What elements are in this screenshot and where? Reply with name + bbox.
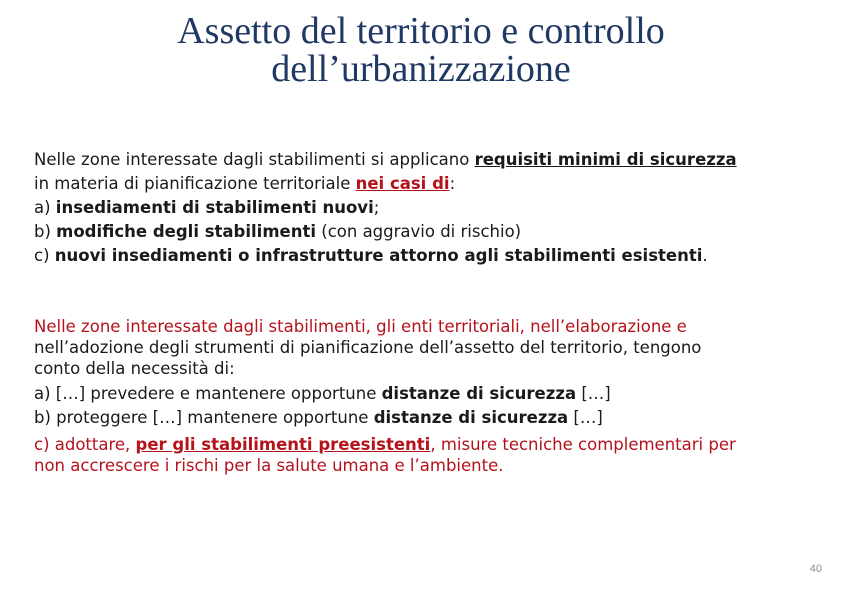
p2-intro-line-2: nell’adozione degli strumenti di pianificazione dell’assetto del territorio, tengono [34, 338, 702, 357]
list-prefix: a) […] prevedere e mantenere opportune [34, 384, 382, 403]
preesistenti-highlight: per gli stabilimenti preesistenti [135, 435, 431, 454]
list-prefix: a) [34, 198, 56, 217]
list-item-c [34, 244, 834, 268]
p1-line-1 [34, 148, 834, 172]
list-prefix: c) adottare, [34, 435, 136, 454]
paragraph-planning [34, 316, 834, 476]
paragraph-requirements [34, 148, 834, 268]
p1-text: : [449, 174, 456, 193]
p2-list-item-a [34, 382, 834, 406]
list-item-a [34, 196, 834, 220]
list-suffix: […] [568, 408, 603, 427]
list-item-b [34, 220, 834, 244]
list-suffix: , misure tecniche complementari per [430, 435, 736, 454]
p2-intro-line-1: Nelle zone interessate dagli stabilimenti, gli enti territoriali, nell’elaborazione e [34, 317, 687, 336]
requisiti-minimi-highlight: requisiti minimi di sicurezza [474, 150, 737, 169]
list-prefix: b) proteggere […] mantenere opportune [34, 408, 374, 427]
slide-title [0, 12, 842, 88]
p1-text: in materia di pianificazione territoriale [34, 174, 356, 193]
page-number: 40 [809, 563, 822, 575]
title-line-1: Assetto del territorio e controllo [177, 10, 665, 52]
p2-list-item-b [34, 406, 834, 430]
list-prefix: c) [34, 246, 55, 265]
distanze-sicurezza: distanze di sicurezza [373, 408, 569, 427]
list-suffix: . [702, 246, 708, 265]
list-bold: nuovi insediamenti o infrastrutture attorno agli stabilimenti esistenti [54, 246, 703, 265]
p2-list-item-c [34, 434, 834, 455]
list-suffix: ; [373, 198, 380, 217]
list-bold: modifiche degli stabilimenti [56, 222, 317, 241]
p2-list-item-c-cont: non accrescere i rischi per la salute umana e l’ambiente. [34, 456, 504, 475]
list-suffix: (con aggravio di rischio) [316, 222, 522, 241]
list-suffix: […] [576, 384, 611, 403]
nei-casi-di-highlight: nei casi di [355, 174, 450, 193]
p1-text: Nelle zone interessate dagli stabilimenti si applicano [34, 150, 475, 169]
p1-line-2 [34, 172, 834, 196]
list-bold: insediamenti di stabilimenti nuovi [55, 198, 374, 217]
distanze-sicurezza: distanze di sicurezza [381, 384, 577, 403]
title-line-2: dell’urbanizzazione [271, 48, 571, 90]
list-prefix: b) [34, 222, 57, 241]
p2-intro-line-3: conto della necessità di: [34, 359, 235, 378]
